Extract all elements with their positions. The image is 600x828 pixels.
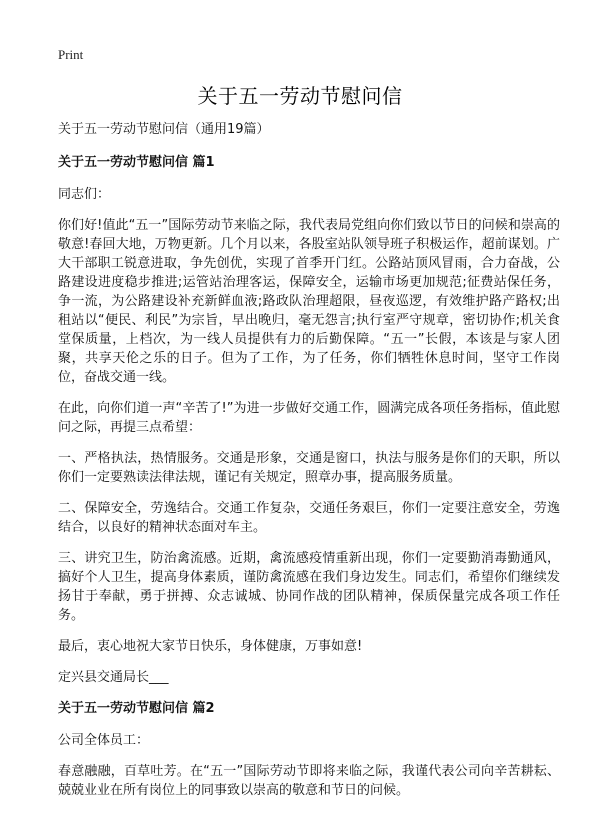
article-paragraph: 在此，向你们道一声“辛苦了!”为进一步做好交通工作，圆满完成各项任务指标，值此慰问之际，再提三点希望： xyxy=(58,401,560,435)
article-paragraph: 春意融融，百草吐芳。在“五一”国际劳动节即将来临之际，我谨代表公司向辛苦耕耘、兢兢业业在所有岗位上的同事致以崇高的敬意和节日的问候。 xyxy=(58,764,560,798)
article-heading: 关于五一劳动节慰问信 篇1 xyxy=(58,155,215,170)
document-subtitle: 关于五一劳动节慰问信（通用19篇） xyxy=(58,122,270,137)
print-link[interactable]: Print xyxy=(58,47,84,62)
article-2 xyxy=(58,699,560,800)
article-paragraph: 最后，衷心地祝大家节日快乐，身体健康，万事如意! xyxy=(58,639,363,654)
article-salutation: 公司全体员工： xyxy=(58,733,150,748)
article-signature: 定兴县交通局长___ xyxy=(58,670,169,685)
article-1 xyxy=(58,153,560,687)
article-salutation: 同志们： xyxy=(58,187,111,202)
article-paragraph: 你们好!值此“五一”国际劳动节来临之际，我代表局党组向你们致以节日的问候和崇高的敬意!春回大地，万物更新。几个月以来，各股室站队领导班子积极运作，超前谋划。广大干部职工锐意进取，争先创优，实现了首季开门红。公路站顶风冒雨，合力奋战，公路建设进度稳步推进;运管站治理客运，保障安全，运输市场更加规范;征费站保任务，争一流，为公路建设补充新鲜血液;路政队治理超限，昼夜巡逻，有效维护路产路权;出租站以“便民、利民”为宗旨，早出晚归，毫无怨言;执行室严守规章，密切协作;机关食堂保质量，上档次，为一线人员提供有力的后勤保障。“五一”长假，本该是与家人团聚，共享天伦之乐的日子。但为了工作，为了任务，你们牺牲休息时间，坚守工作岗位，奋战交通一线。 xyxy=(58,218,560,385)
article-heading: 关于五一劳动节慰问信 篇2 xyxy=(58,701,215,716)
page-title: 关于五一劳动节慰问信 xyxy=(197,84,403,108)
article-paragraph: 三、讲究卫生，防治禽流感。近期，禽流感疫情重新出现，你们一定要勤消毒勤通风，搞好个人卫生，提高身体素质，谨防禽流感在我们身边发生。同志们，希望你们继续发扬甘于奉献，勇于拼搏、众志诚城、协同作战的团队精神，保质保量完成各项工作任务。 xyxy=(58,551,560,623)
article-paragraph: 一、严格执法，热情服务。交通是形象，交通是窗口，执法与服务是你们的天职，所以你们一定要熟读法律法规，谨记有关规定，照章办事，提高服务质量。 xyxy=(58,451,560,485)
document-body xyxy=(58,120,560,812)
article-paragraph: 二、保障安全，劳逸结合。交通工作复杂，交通任务艰巨，你们一定要注意安全，劳逸结合，以良好的精神状态面对车主。 xyxy=(58,501,560,535)
